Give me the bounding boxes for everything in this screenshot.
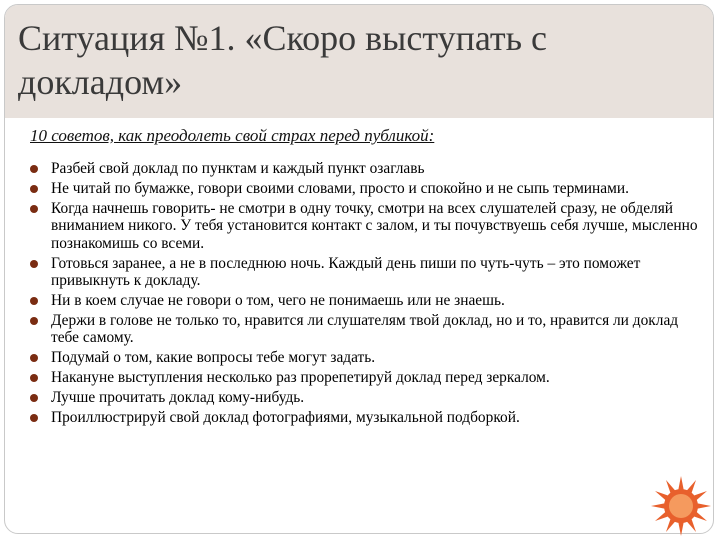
tip-text: Не читай по бумажке, говори своими словами, просто и спокойно и не сыпь терминами. bbox=[51, 179, 629, 197]
tip-text: Разбей свой доклад по пунктам и каждый пункт озаглавь bbox=[51, 160, 425, 177]
list-item bbox=[20, 255, 705, 290]
bullet-icon bbox=[30, 354, 38, 362]
list-item bbox=[20, 200, 705, 252]
bullet-icon bbox=[30, 205, 38, 213]
slide-title: Ситуация №1. «Скоро выступать с докладом» bbox=[18, 18, 548, 102]
tip-text: Проиллюстрируй свой доклад фотографиями, музыкальной подборкой. bbox=[51, 408, 520, 426]
list-item bbox=[20, 312, 705, 347]
list-item bbox=[20, 160, 705, 177]
tip-text: Ни в коем случае не говори о том, чего не понимаешь или не знаешь. bbox=[51, 291, 505, 309]
tip-text: Лучше прочитать доклад кому-нибудь. bbox=[51, 388, 305, 406]
bullet-icon bbox=[30, 374, 38, 382]
tip-text: Готовься заранее, а не в последнюю ночь. Каждый день пиши по чуть-чуть – это поможет привыкнуть к докладу. bbox=[51, 254, 641, 289]
list-item bbox=[20, 292, 705, 309]
bullet-icon bbox=[30, 394, 38, 402]
list-item bbox=[20, 369, 705, 386]
bullet-icon bbox=[30, 165, 38, 173]
tip-text: Накануне выступления несколько раз прорепетируй доклад перед зеркалом. bbox=[51, 368, 550, 386]
list-item bbox=[20, 389, 705, 406]
list-item bbox=[20, 349, 705, 366]
list-item bbox=[20, 409, 705, 426]
bullet-icon bbox=[30, 260, 38, 268]
list-item bbox=[20, 180, 705, 197]
tip-text: Когда начнешь говорить- не смотри в одну точку, смотри на всех слушателей сразу, не обделяй вниманием никого. У тебя установится контакт с залом, и ты почувствуешь себя лучше, мысленно познакомишь со всеми. bbox=[51, 199, 698, 252]
tip-text: Подумай о том, какие вопросы тебе могут задать. bbox=[51, 349, 376, 367]
bullet-icon bbox=[30, 414, 38, 422]
slide-subtitle: 10 советов, как преодолеть свой страх перед публикой: bbox=[30, 126, 435, 145]
bullet-icon bbox=[30, 297, 38, 305]
bullet-icon bbox=[30, 185, 38, 193]
bullet-icon bbox=[30, 317, 38, 325]
sun-icon bbox=[650, 475, 712, 537]
tips-list bbox=[20, 160, 705, 429]
tip-text: Держи в голове не только то, нравится ли слушателям твой доклад, но и то, нравится ли доклад тебе самому. bbox=[51, 311, 679, 347]
